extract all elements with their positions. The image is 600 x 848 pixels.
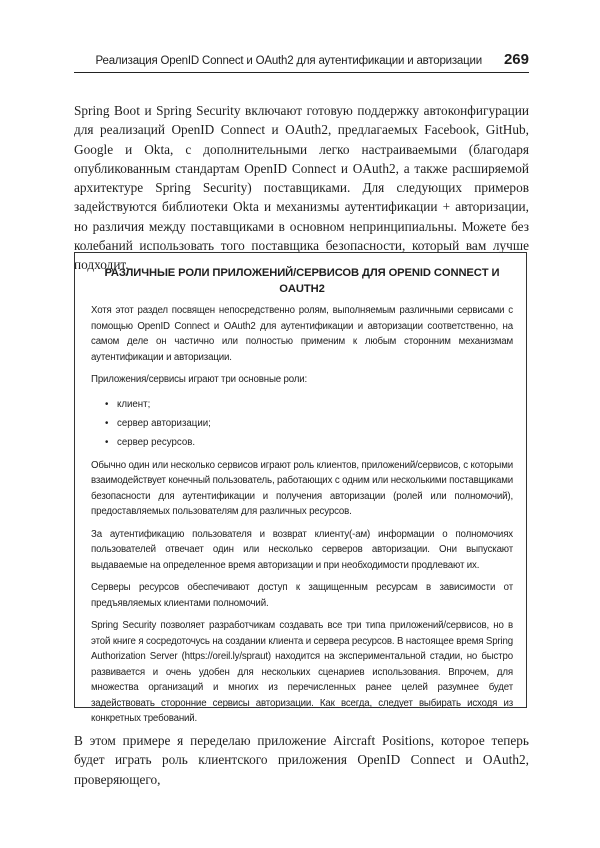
sidebar-paragraph-2: Приложения/сервисы играют три основные роли: (91, 374, 308, 385)
list-item-text: сервер авторизации; (117, 417, 211, 429)
bullet-icon: • (105, 398, 109, 410)
list-item (105, 395, 513, 414)
sidebar-title: РАЗЛИЧНЫЕ РОЛИ ПРИЛОЖЕНИЙ/СЕРВИСОВ ДЛЯ OPENID CONNECT И OAUTH2 (104, 267, 500, 295)
list-item (105, 433, 513, 452)
sidebar-paragraph-3: Обычно один или несколько сервисов играют роль клиентов, приложений/сервисов, с которыми взаимодействует конечный пользователь, работающих с одним или несколькими поставщиками безопасности для аутентификации и получения авторизации (ролей или полномочий), предоставляемых пользователям для различных ресурсов. (91, 459, 513, 517)
closing-paragraph: В этом примере я переделаю приложение Aircraft Positions, которое теперь будет играть роль клиентского приложения OpenID Connect и OAuth2, проверяющего, (74, 733, 529, 787)
sidebar-paragraph-1: Хотя этот раздел посвящен непосредственно ролям, выполняемым различными сервисами с помощью OpenID Connect и OAuth2 для аутентификации и авторизации соответственно, на самом деле он частично или полностью применим к любым сторонним механизмам аутентификации и авторизации. (91, 305, 513, 363)
roles-list (91, 395, 513, 452)
sidebar-box (74, 252, 527, 724)
sidebar-paragraph-4: За аутентификацию пользователя и возврат клиенту(-ам) информации о полномочиях пользователей отвечает один или несколько серверов авторизации. Они выпускают выдаваемые на определенное время авторизации и при необходимости продлевают их. (91, 528, 513, 571)
running-header (74, 50, 529, 73)
list-item-text: клиент; (117, 398, 151, 410)
intro-paragraph: Spring Boot и Spring Security включают готовую поддержку автоконфигурации для реализаций OpenID Connect и OAuth2, предлагаемых Facebook, GitHub, Google и Okta, с дополнительными легко настраиваемыми (благодаря опубликованным стандартам OpenID Connect и OAuth2, а также расширяемой архитектуре Spring Security) поставщиками. Для следующих примеров задействуются библиотеки Okta и механизмы аутентификации + авторизации, но различия между поставщиками в основном непринципиальны. Можете без колебаний использовать того поставщика безопасности, который вам лучше подходит. (74, 103, 529, 273)
sidebar-paragraph-5: Серверы ресурсов обеспечивают доступ к защищенным ресурсам в зависимости от предъявляемых клиентами полномочий. (91, 582, 513, 609)
page-number: 269 (503, 51, 529, 68)
sidebar-paragraph-6: Spring Security позволяет разработчикам создавать все три типа приложений/сервисов, но в этой книге я сосредоточусь на создании клиента и сервера ресурсов. В настоящее время Spring Authorization Server (https://oreil.ly/spraut) находится на экспериментальной стадии, но быстро развивается и очень удобен для нескольких сценариев использования. Впрочем, для множества организаций и многих из перечисленных ранее целей разумнее будет задействовать сторонние сервисы авторизации. Как всегда, следует выбирать исходя из конкретных требований. (91, 620, 513, 724)
list-item-text: сервер ресурсов. (117, 436, 196, 448)
running-header-title: Реализация OpenID Connect и OAuth2 для аутентификации и авторизации (95, 55, 482, 67)
bullet-icon: • (105, 417, 109, 429)
list-item (105, 414, 513, 433)
bullet-icon: • (105, 436, 109, 448)
